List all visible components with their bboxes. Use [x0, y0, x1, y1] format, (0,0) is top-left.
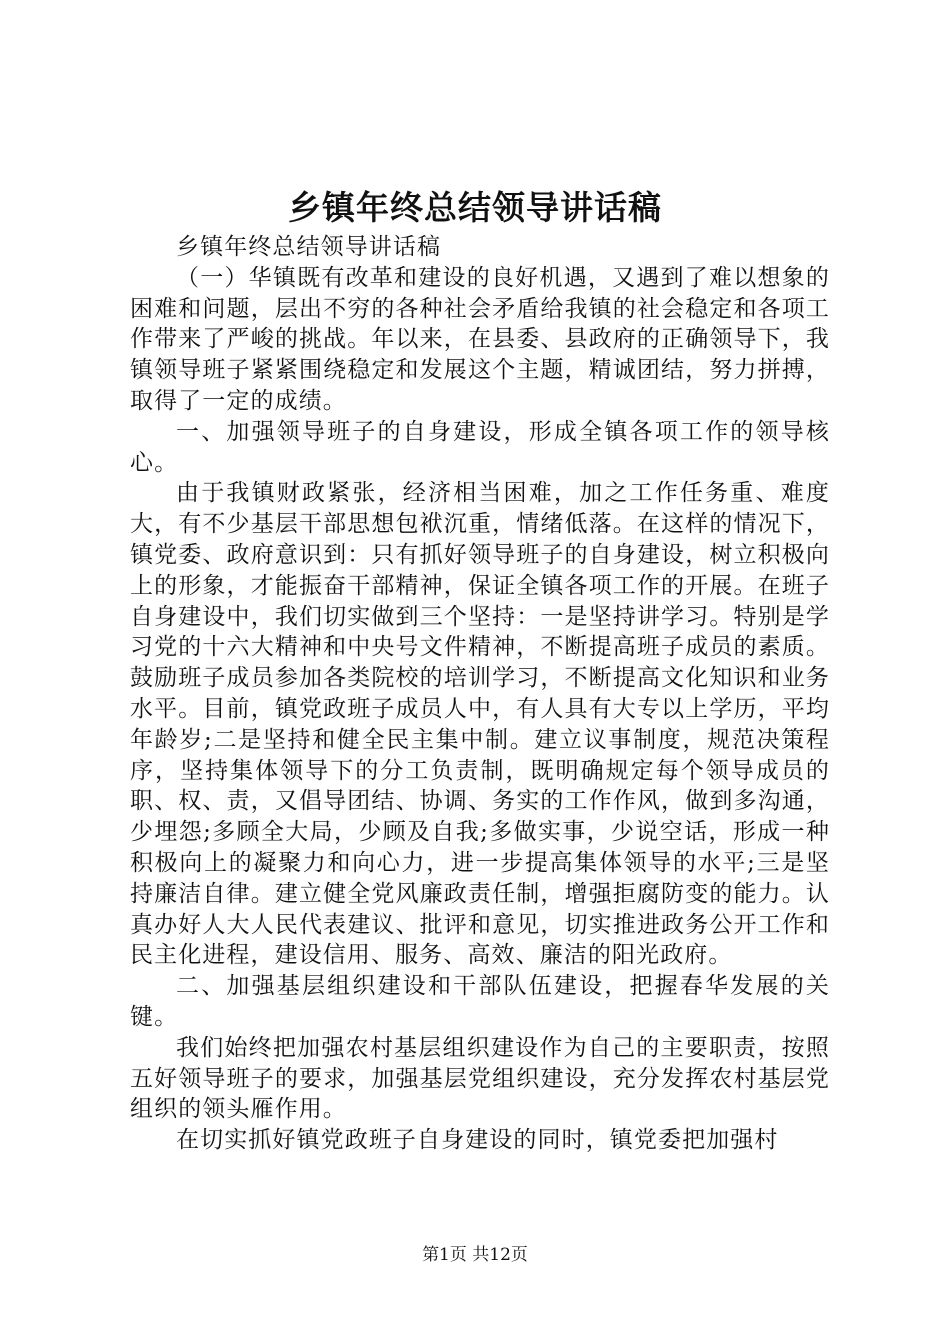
document-title: 乡镇年终总结领导讲话稿 [288, 188, 662, 227]
paragraph-subtitle: 乡镇年终总结领导讲话稿 [176, 234, 442, 260]
paragraph-intro: （一）华镇既有改革和建设的良好机遇，又遇到了难以想象的困难和问题，层出不穷的各种社会矛盾给我镇的社会稳定和各项工作带来了严峻的挑战。年以来，在县委、县政府的正确领导下，我镇领导班子紧紧围绕稳定和发展这个主题，精诚团结，努力拼搏，取得了一定的成绩。 [130, 264, 830, 414]
section-heading-1: 一、加强领导班子的自身建设，形成全镇各项工作的领导核心。 [130, 418, 830, 476]
section-heading-2: 二、加强基层组织建设和干部队伍建设，把握春华发展的关键。 [130, 973, 830, 1030]
paragraph-continued: 在切实抓好镇党政班子自身建设的同时，镇党委把加强村 [176, 1127, 779, 1154]
paragraph-section-1: 由于我镇财政紧张，经济相当困难，加之工作任务重、难度大，有不少基层干部思想包袱沉重，情绪低落。在这样的情况下，镇党委、政府意识到：只有抓好领导班子的自身建设，树立积极向上的形象，才能振奋干部精神，保证全镇各项工作的开展。在班子自身建设中，我们切实做到三个坚持：一是坚持讲学习。特别是学习党的十六大精神和中央号文件精神，不断提高班子成员的素质。鼓励班子成员参加各类院校的培训学习，不断提高文化知识和业务水平。目前，镇党政班子成员人中，有人具有大专以上学历，平均年龄岁;二是坚持和健全民主集中制。建立议事制度，规范决策程序，坚持集体领导下的分工负责制，既明确规定每个领导成员的职、权、责，又倡导团结、协调、务实的工作作风，做到多沟通，少埋怨;多顾全大局，少顾及自我;多做实事，少说空话，形成一种积极向上的凝聚力和向心力，进一步提高集体领导的水平;三是坚持廉洁自律。建立健全党风廉政责任制，增强拒腐防变的能力。认真办好人大人民代表建议、批评和意见，切实推进政务公开工作和民主化进程，建设信用、服务、高效、廉洁的阳光政府。 [130, 480, 830, 969]
document-body [130, 232, 830, 1156]
paragraph-section-2: 我们始终把加强农村基层组织建设作为自己的主要职责，按照五好领导班子的要求，加强基层党组织建设，充分发挥农村基层党组织的领头雁作用。 [130, 1034, 830, 1123]
page-footer: 第1页 共12页 [422, 1245, 528, 1265]
